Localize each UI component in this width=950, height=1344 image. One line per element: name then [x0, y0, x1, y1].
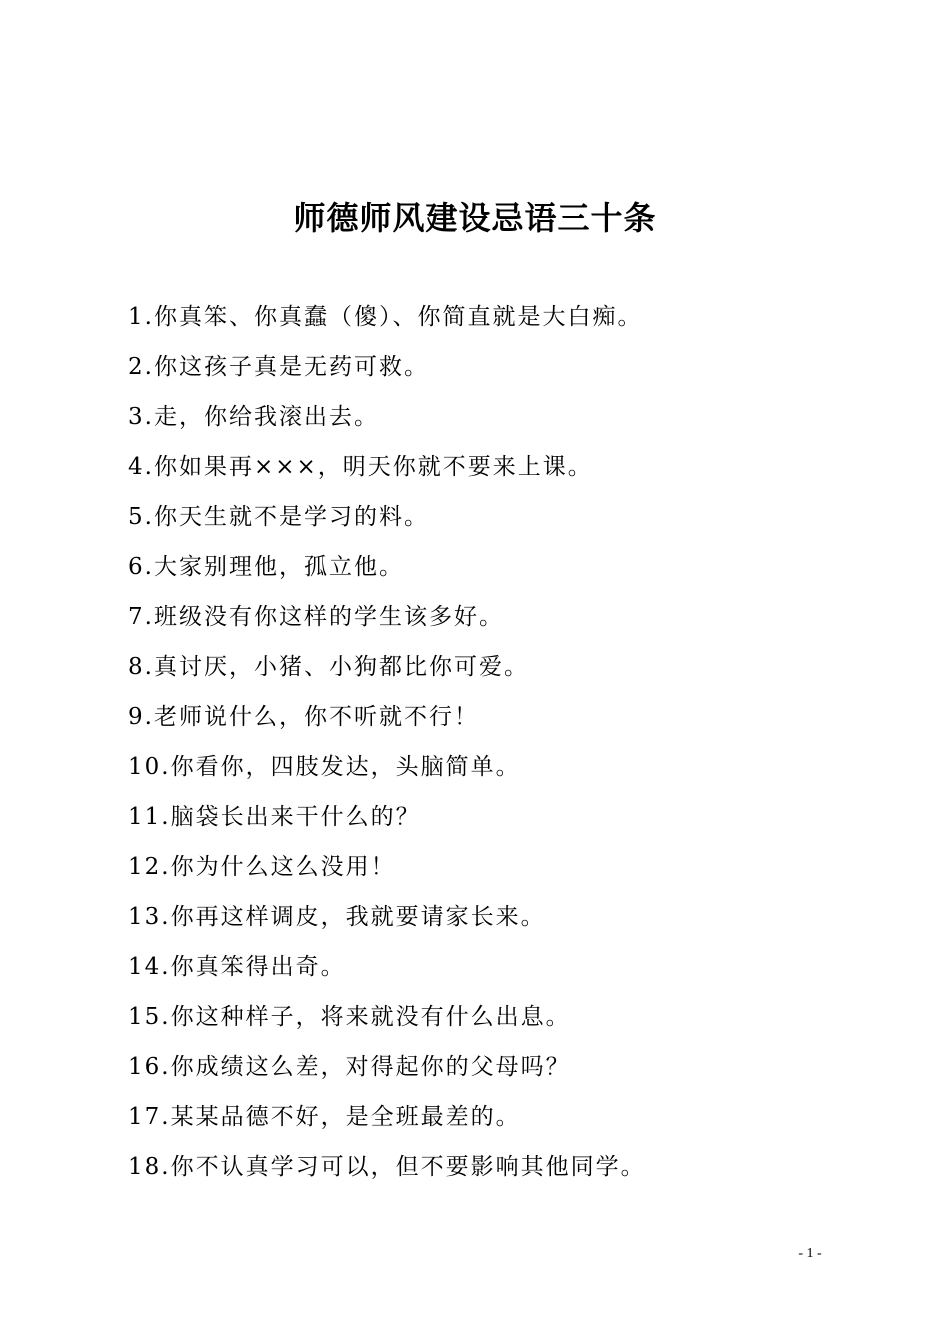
list-item: 18.你不认真学习可以，但不要影响其他同学。 — [128, 1154, 646, 1180]
list-item: 11.脑袋长出来干什么的？ — [128, 804, 421, 830]
rules-list — [128, 292, 848, 1192]
list-item: 5.你天生就不是学习的料。 — [128, 504, 429, 530]
list-item: 17.某某品德不好，是全班最差的。 — [128, 1104, 521, 1130]
list-item: 4.你如果再×××，明天你就不要来上课。 — [128, 454, 593, 480]
page-title: 师德师风建设忌语三十条 — [293, 199, 657, 237]
list-item: 6.大家别理他，孤立他。 — [128, 554, 404, 580]
list-item: 15.你这种样子，将来就没有什么出息。 — [128, 1004, 571, 1030]
page-number: - 1 - — [798, 1246, 822, 1261]
list-item: 2.你这孩子真是无药可救。 — [128, 354, 429, 380]
list-item: 14.你真笨得出奇。 — [128, 954, 346, 980]
list-item: 9.老师说什么，你不听就不行！ — [128, 704, 479, 730]
list-item: 3.走，你给我滚出去。 — [128, 404, 379, 430]
list-item: 7.班级没有你这样的学生该多好。 — [128, 604, 504, 630]
list-item: 13.你再这样调皮，我就要请家长来。 — [128, 904, 546, 930]
list-item: 1.你真笨、你真蠢（傻）、你简直就是大白痴。 — [128, 304, 643, 330]
list-item: 12.你为什么这么没用！ — [128, 854, 396, 880]
list-item: 10.你看你，四肢发达，头脑简单。 — [128, 754, 521, 780]
list-item: 16.你成绩这么差，对得起你的父母吗？ — [128, 1054, 571, 1080]
list-item: 8.真讨厌，小猪、小狗都比你可爱。 — [128, 654, 529, 680]
